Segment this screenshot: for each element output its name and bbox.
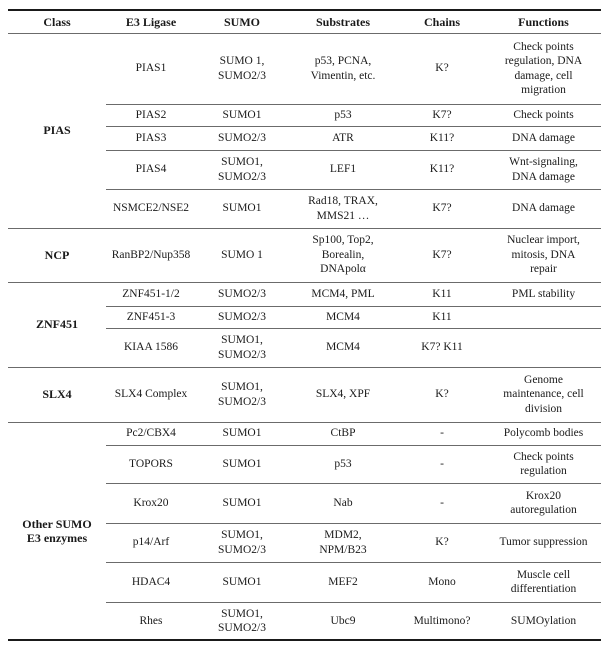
table-cell-chains: Mono — [428, 575, 456, 588]
table-cell-functions: Polycomb bodies — [503, 427, 584, 440]
table-cell-ligase: ZNF451-1/2 — [122, 287, 180, 300]
bottom-rule — [8, 639, 601, 641]
table-cell-substrates: ATR — [332, 131, 354, 144]
table-cell-sumo: SUMO1 — [222, 427, 262, 440]
table-cell-substrates: MDM2, NPM/B23 — [319, 529, 367, 556]
column-header-chains: Chains — [423, 14, 461, 29]
table-cell-ligase: TOPORS — [129, 457, 173, 470]
column-header-class: Class — [43, 14, 71, 29]
table-cell-chains: K? — [435, 62, 449, 75]
table-cell-sumo: SUMO1, SUMO2/3 — [218, 529, 266, 556]
table-cell-functions: Genome maintenance, cell division — [503, 373, 584, 415]
table-cell-functions: Check points — [513, 108, 574, 121]
table-cell-substrates: Rad18, TRAX, MMS21 … — [308, 195, 378, 222]
table-cell-substrates: Sp100, Top2, Borealin, DNApolα — [312, 234, 374, 276]
table-cell-chains: - — [440, 496, 444, 509]
table-cell-sumo: SUMO2/3 — [218, 287, 266, 300]
table-cell-substrates: SLX4, XPF — [315, 388, 371, 401]
table-cell-ligase: Krox20 — [133, 496, 169, 509]
table-cell-chains: K7? — [432, 108, 452, 121]
table-cell-ligase: PIAS3 — [135, 131, 167, 144]
table-cell-sumo: SUMO1 — [222, 108, 262, 121]
table-cell-sumo: SUMO2/3 — [218, 131, 266, 144]
table-cell-chains: K11? — [429, 131, 455, 144]
table-cell-ligase: PIAS4 — [135, 163, 167, 176]
table-cell-functions: Check points regulation — [513, 450, 574, 477]
table-cell-sumo: SUMO1, SUMO2/3 — [218, 607, 266, 634]
table-cell-substrates: Nab — [333, 496, 353, 509]
table-cell-sumo: SUMO1 — [222, 496, 262, 509]
table-cell-ligase: NSMCE2/NSE2 — [112, 202, 190, 215]
table-cell-ligase: HDAC4 — [131, 575, 171, 588]
table-cell-functions: Krox20 autoregulation — [510, 489, 577, 516]
table-cell-substrates: MCM4, PML — [311, 287, 375, 300]
table-cell-chains: K? — [435, 388, 449, 401]
table-cell-functions — [486, 328, 601, 367]
table-cell-chains: Multimono? — [413, 614, 471, 627]
class-label: NCP — [44, 247, 70, 262]
table-cell-functions — [486, 306, 601, 328]
table-cell-ligase: RanBP2/Nup358 — [111, 248, 191, 261]
table-cell-functions: Nuclear import, mitosis, DNA repair — [507, 234, 580, 276]
table-cell-substrates: CtBP — [330, 427, 356, 440]
table-cell-functions: Muscle cell differentiation — [510, 568, 577, 595]
table-cell-chains: K7? — [432, 202, 452, 215]
table-cell-ligase: Rhes — [139, 614, 163, 627]
class-label: Other SUMO E3 enzymes — [22, 516, 92, 545]
table-cell-functions: PML stability — [511, 287, 576, 300]
table-cell-chains: K? — [435, 536, 449, 549]
table-cell-substrates: LEF1 — [329, 163, 357, 176]
table-cell-functions: Tumor suppression — [499, 536, 588, 549]
table-cell-chains: K7? — [432, 248, 452, 261]
table-cell-ligase: p14/Arf — [132, 536, 170, 549]
table-cell-ligase: PIAS1 — [135, 62, 167, 75]
table-cell-chains: K11 — [432, 287, 452, 300]
table-cell-sumo: SUMO 1 — [221, 248, 263, 261]
table-cell-substrates: p53 — [334, 457, 352, 470]
table-cell-functions: DNA damage — [512, 202, 575, 215]
table-cell-sumo: SUMO1 — [222, 457, 262, 470]
table-cell-ligase: KIAA 1586 — [124, 341, 178, 354]
table-cell-chains: K7? K11 — [421, 341, 463, 354]
table-cell-sumo: SUMO1, SUMO2/3 — [218, 156, 266, 183]
class-label: SLX4 — [42, 387, 72, 402]
table-cell-substrates: MCM4 — [326, 310, 360, 323]
column-header-e3-ligase: E3 Ligase — [125, 14, 177, 29]
table-cell-sumo: SUMO1, SUMO2/3 — [218, 381, 266, 408]
table-cell-ligase: ZNF451-3 — [126, 310, 176, 323]
table-cell-ligase: PIAS2 — [135, 108, 167, 121]
table-cell-sumo: SUMO1 — [222, 202, 262, 215]
table-cell-chains: K11 — [432, 310, 452, 323]
table-cell-sumo: SUMO1 — [222, 575, 262, 588]
table-cell-substrates: p53, PCNA, Vimentin, etc. — [310, 55, 376, 82]
table-cell-functions: DNA damage — [512, 131, 575, 144]
table-cell-substrates: MEF2 — [328, 575, 358, 588]
table-cell-substrates: Ubc9 — [330, 614, 356, 627]
class-label: ZNF451 — [36, 317, 78, 332]
table-cell-chains: - — [440, 427, 444, 440]
table-cell-substrates: p53 — [334, 108, 352, 121]
table-cell-substrates: MCM4 — [326, 341, 360, 354]
column-header-sumo: SUMO — [224, 14, 260, 29]
class-label: PIAS — [43, 123, 71, 138]
table-cell-sumo: SUMO2/3 — [218, 310, 266, 323]
table-cell-chains: K11? — [429, 163, 455, 176]
table-cell-functions: Check points regulation, DNA damage, cell migration — [504, 40, 583, 96]
table-cell-sumo: SUMO 1, SUMO2/3 — [218, 55, 266, 82]
table-cell-functions: SUMOylation — [510, 614, 577, 627]
table-cell-ligase: SLX4 Complex — [114, 388, 188, 401]
table-cell-sumo: SUMO1, SUMO2/3 — [218, 334, 266, 361]
table-cell-functions: Wnt-signaling, DNA damage — [509, 156, 578, 183]
column-header-functions: Functions — [518, 14, 569, 29]
column-header-substrates: Substrates — [315, 14, 370, 29]
table-cell-chains: - — [440, 457, 444, 470]
table-cell-ligase: Pc2/CBX4 — [126, 427, 176, 440]
